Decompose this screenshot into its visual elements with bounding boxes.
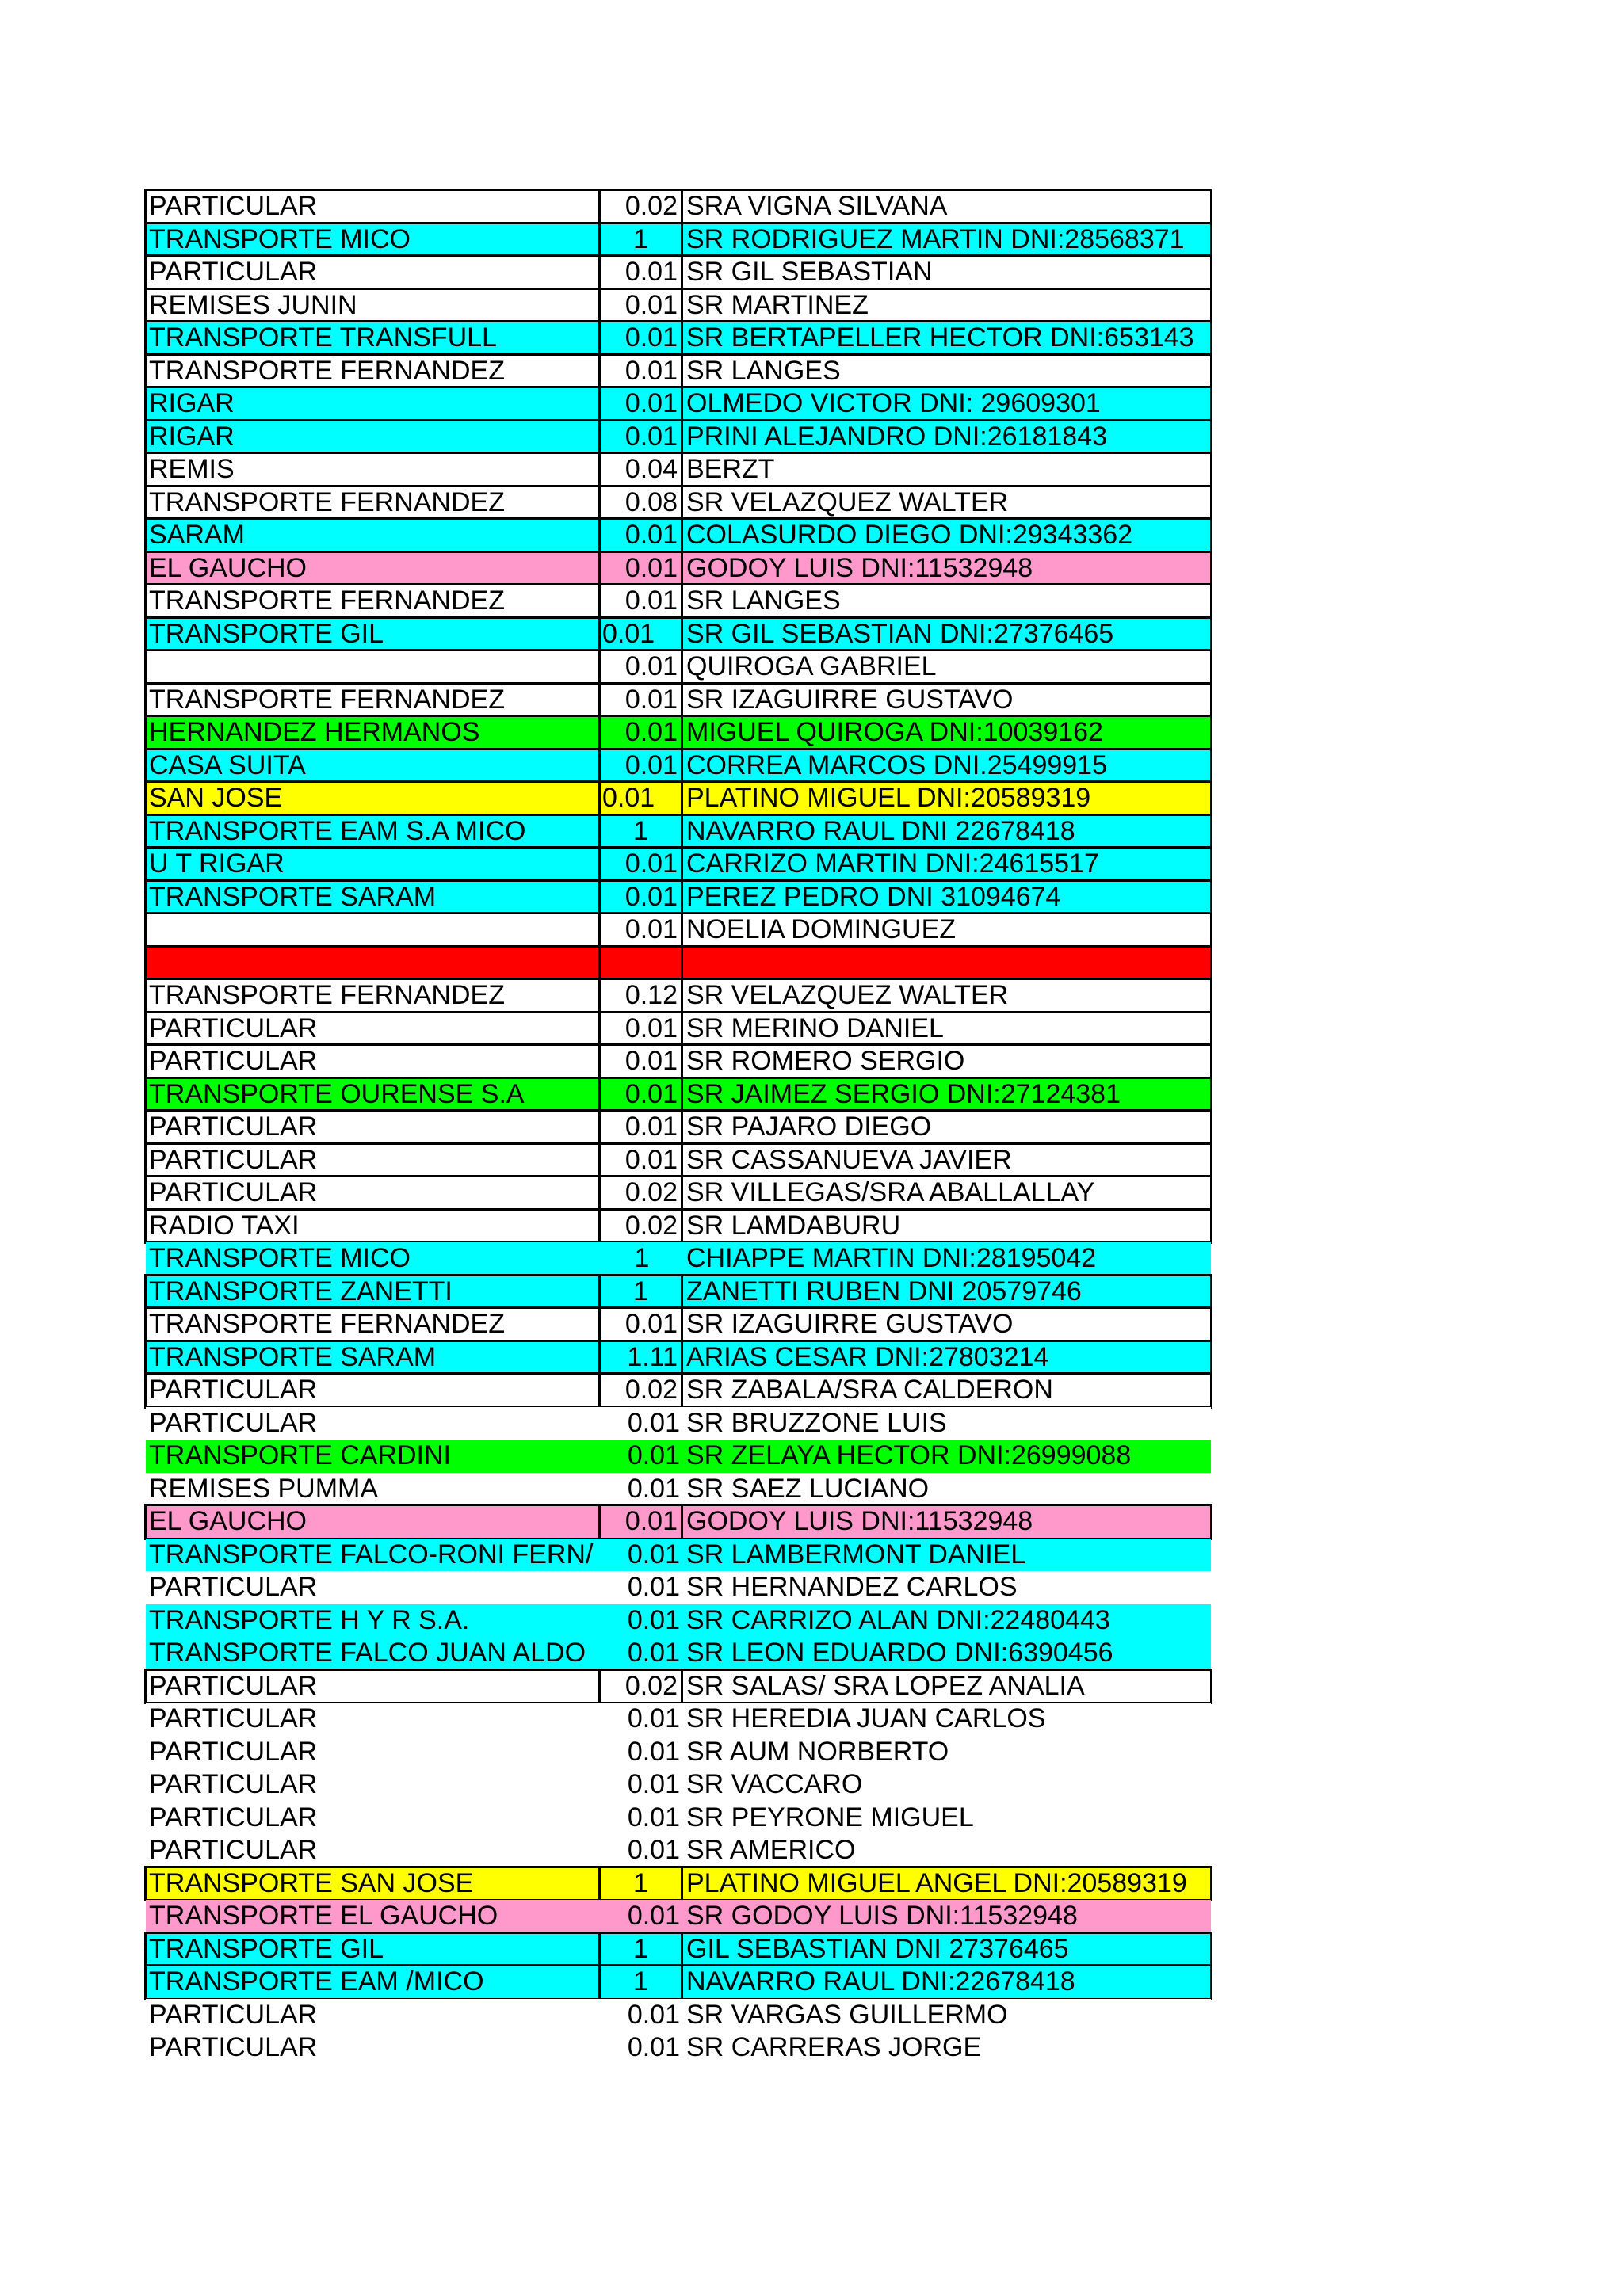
contact-cell: CHIAPPE MARTIN DNI:28195042 [686,1243,1097,1273]
contact-cell [683,947,1211,980]
table-row [146,1308,1211,1341]
company-cell: REMIS [146,453,601,486]
company-cell: RADIO TAXI [146,1210,601,1243]
company-cell: TRANSPORTE EAM S.A MICO [146,815,601,849]
table-row [146,1177,1211,1210]
table-row [146,387,1211,421]
contact-cell: PEREZ PEDRO DNI 31094674 [686,881,1061,912]
value-cell: 1 [601,815,683,849]
value-cell: 1 [601,1933,683,1966]
value-cell: 0.01 [601,716,683,749]
table-row [146,322,1211,355]
table-row [146,1407,1211,1440]
table-row [146,1473,1211,1506]
contact-cell: SR ZABALA/SRA CALDERON [686,1375,1053,1405]
company-cell: TRANSPORTE EL GAUCHO [149,1901,498,1931]
contact-cell: SR LAMDABURU [686,1210,901,1241]
company-cell: TRANSPORTE GIL [146,1933,601,1966]
value-cell: 0.01 [627,1572,680,1602]
company-cell: PARTICULAR [146,1013,601,1046]
table-row [146,1604,1211,1638]
company-cell: PARTICULAR [149,1736,318,1767]
contact-cell: SRA VIGNA SILVANA [686,191,948,221]
value-cell: 0.01 [601,1013,683,1046]
value-cell: 0.01 [601,1505,683,1539]
value-cell: 1 [634,1243,650,1273]
value-cell: 0.02 [601,1177,683,1210]
table-row [146,618,1211,651]
value-cell: 0.01 [627,1539,680,1569]
company-cell: PARTICULAR [146,1670,601,1703]
table-row [146,1440,1211,1473]
company-cell: PARTICULAR [149,1703,318,1733]
company-cell: PARTICULAR [146,256,601,289]
table-row [146,1867,1211,1901]
table-row [146,1111,1211,1144]
value-cell: 0.01 [601,355,683,388]
value-cell: 1 [601,1867,683,1901]
value-cell: 0.01 [627,1999,680,2030]
contact-cell: ARIAS CESAR DNI:27803214 [686,1341,1049,1372]
company-cell: TRANSPORTE FERNANDEZ [146,355,601,388]
table-row [146,1637,1211,1670]
company-cell [146,650,601,684]
contact-cell: SR LAMBERMONT DANIEL [686,1539,1026,1569]
contact-cell: SR VILLEGAS/SRA ABALLALLAY [686,1177,1095,1207]
contact-cell: SR ROMERO SERGIO [686,1046,965,1076]
contact-cell: MIGUEL QUIROGA DNI:10039162 [686,717,1103,747]
contact-cell: SR VACCARO [686,1769,863,1799]
contact-cell: SR RODRIGUEZ MARTIN DNI:28568371 [686,223,1185,254]
company-cell: TRANSPORTE SARAM [146,881,601,914]
contact-cell: SR AMERICO [686,1835,856,1865]
contact-cell: SR LANGES [686,355,841,386]
table-row [146,552,1211,585]
contact-cell: BERZT [686,454,775,484]
company-cell: PARTICULAR [146,1144,601,1177]
contact-cell: SR CARRIZO ALAN DNI:22480443 [686,1604,1110,1635]
contact-cell: SR LANGES [686,585,841,616]
value-cell: 0.01 [627,1901,680,1931]
company-cell: PARTICULAR [149,1999,318,2030]
value-cell: 0.01 [627,1638,680,1668]
table-row [146,1210,1211,1243]
value-cell: 0.01 [601,552,683,585]
table-row [146,1341,1211,1375]
table-row [146,190,1211,223]
company-cell [146,947,601,980]
table-row [146,1505,1211,1539]
contact-cell: SR GODOY LUIS DNI:11532948 [686,1901,1078,1931]
contact-cell: CORREA MARCOS DNI.25499915 [686,749,1107,780]
table-row [146,486,1211,520]
contact-cell: CARRIZO MARTIN DNI:24615517 [686,849,1099,879]
company-cell: TRANSPORTE EAM /MICO [146,1966,601,1999]
company-cell: SARAM [146,519,601,552]
contact-cell: SR JAIMEZ SERGIO DNI:27124381 [686,1078,1121,1109]
company-cell: TRANSPORTE FALCO JUAN ALDO [149,1638,586,1668]
company-cell: TRANSPORTE SAN JOSE [146,1867,601,1901]
contact-cell: PRINI ALEJANDRO DNI:26181843 [686,421,1108,452]
contact-cell: SR GIL SEBASTIAN [686,257,933,287]
contact-cell: NAVARRO RAUL DNI:22678418 [686,1966,1075,1997]
table-row [146,289,1211,322]
contact-cell: GODOY LUIS DNI:11532948 [686,552,1033,583]
company-cell: PARTICULAR [146,1177,601,1210]
company-cell: TRANSPORTE SARAM [146,1341,601,1375]
table-row [146,1768,1211,1802]
value-cell: 0.01 [627,1703,680,1733]
value-cell: 0.01 [627,1769,680,1799]
table-row [146,585,1211,618]
company-cell: TRANSPORTE FERNANDEZ [146,979,601,1013]
table-row [146,1013,1211,1046]
contact-cell: QUIROGA GABRIEL [686,651,937,681]
contact-cell: SR HERNANDEZ CARLOS [686,1572,1018,1602]
value-cell: 0.01 [601,1308,683,1341]
value-cell: 0.01 [601,519,683,552]
table-row [146,1670,1211,1703]
table-row [146,223,1211,257]
table-row [146,815,1211,849]
table-row [146,1900,1211,1933]
contact-cell: SR IZAGUIRRE GUSTAVO [686,684,1014,715]
value-cell: 0.01 [627,1440,680,1470]
table-row [146,1933,1211,1966]
company-cell: TRANSPORTE FERNANDEZ [146,486,601,520]
contact-cell: PLATINO MIGUEL ANGEL DNI:20589319 [686,1867,1187,1898]
company-cell: PARTICULAR [146,1111,601,1144]
company-cell: PARTICULAR [146,190,601,223]
contact-cell: SR MERINO DANIEL [686,1013,944,1043]
company-cell: EL GAUCHO [146,552,601,585]
table-row [146,1276,1211,1309]
contact-cell: SR VELAZQUEZ WALTER [686,486,1009,517]
contact-cell: ZANETTI RUBEN DNI 20579746 [686,1276,1082,1306]
value-cell: 1 [601,1966,683,1999]
value-cell: 0.12 [601,979,683,1013]
value-cell: 0.02 [601,1670,683,1703]
company-cell: REMISES JUNIN [146,289,601,322]
contact-cell: SR HEREDIA JUAN CARLOS [686,1703,1046,1733]
value-cell: 0.01 [627,1802,680,1833]
contact-cell: SR BERTAPELLER HECTOR DNI:653143 [686,322,1194,353]
value-cell: 0.01 [601,387,683,421]
company-cell [146,913,601,947]
company-cell: U T RIGAR [146,848,601,881]
company-cell: PARTICULAR [149,2032,318,2062]
contact-cell: SR GIL SEBASTIAN DNI:27376465 [686,618,1114,649]
table-row [146,1539,1211,1572]
value-cell: 0.01 [601,1144,683,1177]
contact-cell: SR BRUZZONE LUIS [686,1407,947,1438]
company-cell: PARTICULAR [149,1407,318,1438]
company-cell: EL GAUCHO [146,1505,601,1539]
contact-cell: SR SAEZ LUCIANO [686,1473,930,1504]
table-row [146,716,1211,749]
contact-cell: SR IZAGUIRRE GUSTAVO [686,1309,1014,1339]
contact-cell: SR LEON EDUARDO DNI:6390456 [686,1638,1113,1668]
company-cell: TRANSPORTE H Y R S.A. [149,1604,470,1635]
company-cell: TRANSPORTE GIL [146,618,601,651]
value-cell: 0.01 [627,1835,680,1865]
contact-cell: SR PAJARO DIEGO [686,1112,932,1142]
table-row [146,650,1211,684]
company-cell: HERNANDEZ HERMANOS [146,716,601,749]
company-cell: TRANSPORTE FERNANDEZ [146,684,601,717]
table-row [146,848,1211,881]
company-cell: PARTICULAR [149,1802,318,1833]
value-cell: 0.01 [627,1604,680,1635]
table-row [146,1374,1211,1407]
contact-cell: SR VARGAS GUILLERMO [686,1999,1008,2030]
table-row [146,782,1211,815]
table-row [146,2031,1211,2065]
table-row [146,1703,1211,1736]
contact-cell: NAVARRO RAUL DNI 22678418 [686,815,1075,846]
company-cell: RIGAR [146,387,601,421]
value-cell: 0.01 [601,749,683,783]
value-cell: 0.01 [627,1407,680,1438]
company-cell: TRANSPORTE FALCO-RONI FERN/ [149,1539,594,1569]
value-cell: 0.01 [601,256,683,289]
contact-cell: NOELIA DOMINGUEZ [686,914,957,944]
contact-cell: PLATINO MIGUEL DNI:20589319 [686,783,1091,813]
value-cell: 1.11 [601,1341,683,1375]
table-row [146,1078,1211,1112]
table-row [146,1999,1211,2032]
table-row [146,1834,1211,1867]
value-cell: 0.01 [601,881,683,914]
company-cell: TRANSPORTE MICO [146,223,601,257]
contact-cell: OLMEDO VICTOR DNI: 29609301 [686,388,1101,418]
company-cell: SAN JOSE [146,782,601,815]
contact-cell: GODOY LUIS DNI:11532948 [686,1506,1033,1536]
company-cell: PARTICULAR [149,1769,318,1799]
table-row [146,453,1211,486]
table-row [146,519,1211,552]
contact-cell: COLASURDO DIEGO DNI:29343362 [686,520,1133,550]
value-cell: 0.02 [601,1374,683,1407]
company-cell: TRANSPORTE TRANSFULL [146,322,601,355]
value-cell: 0.01 [601,782,683,815]
company-cell: PARTICULAR [146,1045,601,1078]
value-cell: 0.08 [601,486,683,520]
value-cell: 0.02 [601,190,683,223]
value-cell: 1 [601,1276,683,1309]
value-cell: 0.01 [627,1736,680,1767]
spreadsheet-table [146,190,1211,2065]
company-cell: TRANSPORTE MICO [149,1243,411,1273]
table-row [146,421,1211,454]
value-cell: 0.01 [627,1473,680,1504]
contact-cell: SR AUM NORBERTO [686,1736,949,1767]
value-cell: 0.01 [601,618,683,651]
value-cell: 0.01 [601,322,683,355]
company-cell: TRANSPORTE OURENSE S.A [146,1078,601,1112]
company-cell: PARTICULAR [149,1835,318,1865]
table-row [146,881,1211,914]
value-cell: 0.01 [601,289,683,322]
value-cell: 0.01 [601,848,683,881]
table-row [146,1736,1211,1769]
table-row [146,1802,1211,1835]
contact-cell: SR ZELAYA HECTOR DNI:26999088 [686,1440,1132,1470]
table-row [146,1242,1211,1276]
contact-cell: SR SALAS/ SRA LOPEZ ANALIA [686,1670,1085,1701]
company-cell: TRANSPORTE ZANETTI [146,1276,601,1309]
table-row [146,913,1211,947]
table-row [146,979,1211,1013]
value-cell: 0.01 [601,1111,683,1144]
value-cell: 0.04 [601,453,683,486]
contact-cell: SR MARTINEZ [686,289,869,320]
contact-cell: SR VELAZQUEZ WALTER [686,980,1009,1010]
value-cell: 1 [601,223,683,257]
value-cell: 0.01 [601,1045,683,1078]
table-row [146,355,1211,388]
value-cell: 0.01 [601,1078,683,1112]
contact-cell: SR PEYRONE MIGUEL [686,1802,974,1833]
company-cell: TRANSPORTE FERNANDEZ [146,585,601,618]
value-cell [601,947,683,980]
contact-cell: SR CARRERAS JORGE [686,2032,982,2062]
company-cell: TRANSPORTE FERNANDEZ [146,1308,601,1341]
table-row [146,1571,1211,1604]
value-cell: 0.01 [601,421,683,454]
value-cell: 0.01 [601,913,683,947]
value-cell: 0.02 [601,1210,683,1243]
company-cell: CASA SUITA [146,749,601,783]
table-row [146,1045,1211,1078]
company-cell: REMISES PUMMA [149,1473,379,1504]
value-cell: 0.01 [627,2032,680,2062]
company-cell: RIGAR [146,421,601,454]
contact-cell: SR CASSANUEVA JAVIER [686,1144,1012,1175]
table-row [146,947,1211,980]
company-cell: TRANSPORTE CARDINI [149,1440,451,1470]
table-row [146,749,1211,783]
value-cell: 0.01 [601,585,683,618]
table-row [146,256,1211,289]
table-row [146,1144,1211,1177]
value-cell: 0.01 [601,684,683,717]
table-row [146,1966,1211,1999]
company-cell: PARTICULAR [149,1572,318,1602]
company-cell: PARTICULAR [146,1374,601,1407]
contact-cell: GIL SEBASTIAN DNI 27376465 [686,1933,1069,1964]
table-row [146,684,1211,717]
value-cell: 0.01 [601,650,683,684]
